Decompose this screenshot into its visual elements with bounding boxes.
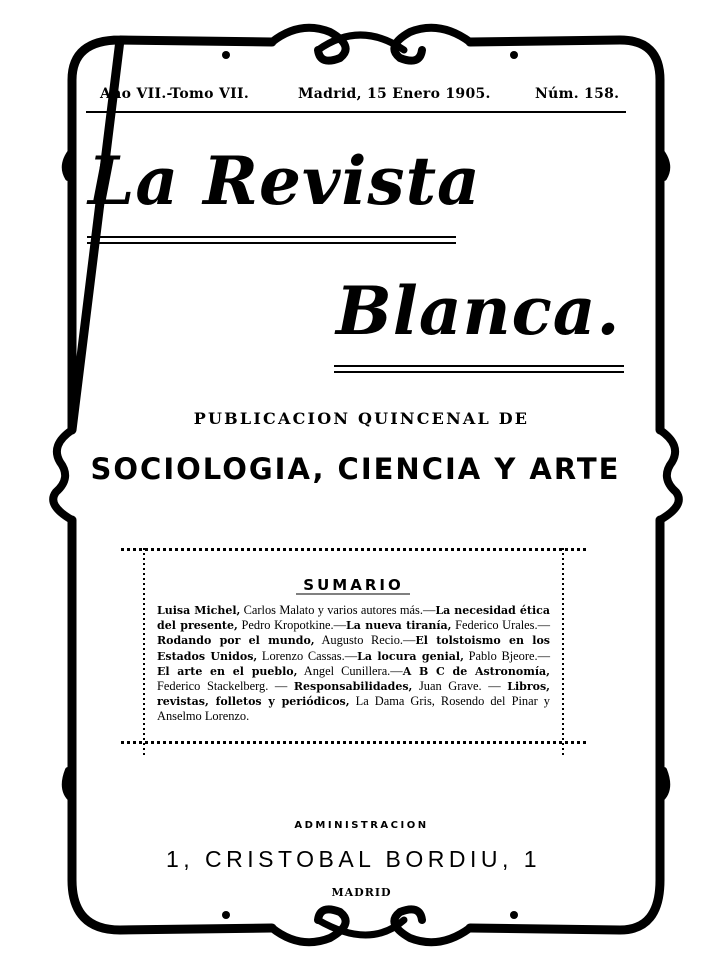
sumario-entry-title: Luisa Michel, [157,604,241,617]
sumario-entry-author: Augusto Recio.— [314,633,416,648]
sumario-entry-title: Rodando por el mundo, [157,634,315,648]
sumario-heading: SUMARIO [303,576,404,594]
city-label: MADRID [331,886,392,899]
publication-subtitle: PUBLICACION QUINCENAL DE [193,409,530,428]
sumario-entry-author: Angel Cunillera.— [297,663,403,678]
masthead-title-line1: La Revista [88,142,481,220]
sumario-entry-title: La necesidad ética del presente, [157,604,550,633]
masthead-title-line2: Blanca. [336,272,621,350]
sumario-entry-author: Pedro Kropotkine.— [237,618,347,633]
sumario-entry-title: El arte en el pueblo, [157,664,298,678]
sumario-entry-title: La nueva tiranía, [346,619,452,633]
sumario-entry-author: Federico Stackelberg. — [157,679,294,694]
issue-number: Núm. 158. [535,86,620,102]
sumario-entry-title: A B C de Astronomía, [402,664,551,678]
publication-subject: SOCIOLOGIA, CIENCIA Y ARTE [90,452,621,486]
sumario-contents [157,603,550,725]
administration-label: ADMINISTRACION [294,820,429,831]
sumario-entry-title: El tolstoismo en los Estados Unidos, [157,634,550,663]
sumario-entry-author: Juan Grave. — [412,679,508,694]
sumario-entry-title: Libros, revistas, folletos y periódicos, [157,680,550,709]
sumario-entry-title: Responsabilidades, [293,680,413,694]
sumario-entry-author: La Dama Gris, Rosendo del Pinar y Anselmo Lorenzo. [157,694,550,724]
sumario-entry-title: La locura genial, [357,649,464,663]
sumario-entry-author: Federico Urales.— [451,618,550,633]
date-label: Madrid, 15 Enero 1905. [298,86,491,102]
volume-label: Año VII.-Tomo VII. [100,86,249,102]
sumario-entry-author: Pablo Bjeore.— [463,648,550,663]
sumario-entry-author: Carlos Malato y varios autores más.— [240,603,436,617]
address-line: 1, CRISTOBAL BORDIU, 1 [165,846,542,872]
sumario-entry-author: Lorenzo Cassas.— [257,648,358,663]
